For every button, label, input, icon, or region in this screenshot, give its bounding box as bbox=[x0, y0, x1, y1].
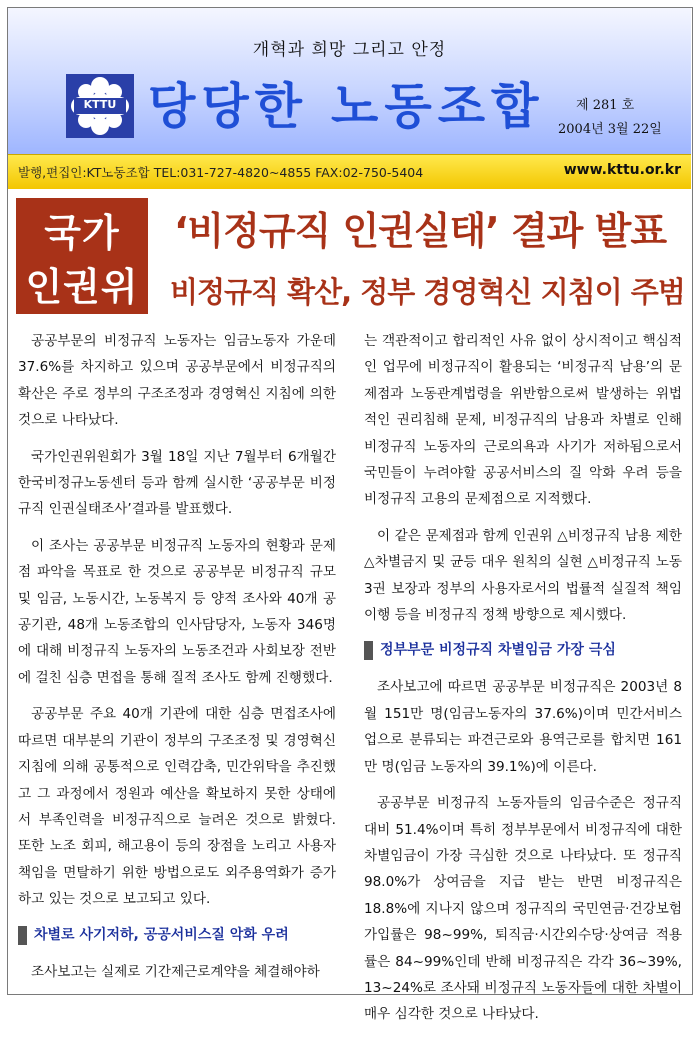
paragraph: 이 같은 문제점과 함께 인권위 △비정규직 남용 제한 △차별금지 및 균등 대우 원칙의 실현 △비정규직 노동3권 보장과 정부의 사용자로서의 법률적 실질적 책임 이행 등을 비정규직 정책 방향으로 제시했다. bbox=[364, 527, 682, 624]
section-bar-icon bbox=[364, 641, 373, 660]
publisher-info: 발행,편집인:KT노동조합 TEL:031-727-4820~4855 FAX:02-750-5404 bbox=[18, 165, 424, 180]
kicker-line-1: 국가 bbox=[44, 211, 120, 255]
paragraph: 공공부문의 비정규직 노동자는 임금노동자 가운데 37.6%를 차지하고 있으며 공공부문에서 비정규직의 확산은 주로 정부의 구조조정과 경영혁신 지침에 의한 것으로 나타났다. bbox=[18, 333, 336, 429]
paragraph: 조사보고는 실제로 기간제근로계약을 체결해야하 bbox=[31, 963, 320, 980]
paragraph: 는 객관적이고 합리적인 사유 없이 상시적이고 핵심적인 업무에 비정규직이 활용되는 ‘비정규직 남용’의 문제점과 노동관계법령을 위반함으로써 발생하는 위법적인 권리침해 문제, 비정규직의 남용과 차별로 인해 비정규직 노동자의 근로의욕과 사기가 저하됨으로서 국민들이 누려야할 공공서비스의 질 악화 우려 등을 비정규직 고용의 문제점으로 지적했다. bbox=[364, 333, 682, 508]
publisher-bar bbox=[8, 154, 691, 189]
headline: ‘비정규직 인권실태’ 결과 발표 bbox=[173, 209, 667, 253]
subheadline: 비정규직 확산, 정부 경영혁신 지침이 주범 bbox=[170, 275, 685, 309]
article-column-right bbox=[364, 328, 682, 1038]
section-heading-text: 정부부문 비정규직 차별임금 가장 극심 bbox=[380, 642, 616, 659]
section-bar-icon bbox=[18, 926, 27, 945]
issue-date: 2004년 3월 22일 bbox=[558, 122, 662, 137]
article-column-left bbox=[18, 328, 336, 995]
slogan: 개혁과 희망 그리고 안정 bbox=[252, 40, 447, 60]
website-link[interactable]: www.kttu.or.kr bbox=[563, 162, 681, 178]
newsletter-title: 당당한 노동조합 bbox=[148, 78, 545, 135]
kicker-line-2: 인권위 bbox=[25, 265, 139, 309]
section-heading-text: 차별로 사기저하, 공공서비스질 악화 우려 bbox=[34, 926, 289, 943]
paragraph: 공공부문 주요 40개 기관에 대한 심층 면접조사에 따르면 대부분의 기관이 정부의 구조조정 및 경영혁신 지침에 의해 공통적으로 인력감축, 민간위탁을 추진했고 그 과정에서 정원과 예산을 확보하지 못한 상태에서 부족인력을 비정규직으로 늘려온 것으로 밝혔다. 또한 노조 회피, 해고용이 등의 장점을 노리고 사용자 책임을 면탈하기 위한 방법으로도 외주용역화가 증가하고 있는 것으로 보고되고 있다. bbox=[18, 706, 336, 908]
section-heading bbox=[18, 923, 336, 947]
masthead bbox=[8, 8, 691, 154]
paragraph: 공공부문 비정규직 노동자들의 임금수준은 정규직 대비 51.4%이며 특히 정부부문에서 비정규직에 대한 차별임금이 가장 극심한 것으로 나타났다. 또 정규직 98.0%가 상여금을 지급 받는 반면 비정규직은 18.8%에 지나지 않으며 정규직의 국민연금·건강보험 가입률은 98~99%, 퇴직금·시간외수당·상여금 적용률은 84~99%인데 반해 비정규직은 각각 36~39%, 13~24%로 조사돼 비정규직 노동자들에 대한 차별이 매우 심각한 것으로 나타났다. bbox=[364, 795, 682, 1023]
issue-number: 제 281 호 bbox=[576, 98, 635, 113]
paragraph: 국가인권위원회가 3월 18일 지난 7월부터 6개월간 한국비정규노동센터 등과 함께 실시한 ‘공공부문 비정규직 인권실태조사’결과를 발표했다. bbox=[18, 448, 336, 518]
paragraph: 조사보고에 따르면 공공부문 비정규직은 2003년 8월 151만 명(임금노동자의 37.6%)이며 민간서비스업으로 분류되는 파견근로와 용역근로를 합치면 161만 명(임금 노동자의 39.1%)에 이른다. bbox=[364, 679, 682, 775]
kttu-logo bbox=[66, 74, 134, 138]
section-heading bbox=[364, 638, 682, 662]
paragraph: 이 조사는 공공부문 비정규직 노동자의 현황과 문제점 파악을 목표로 한 것으로 공공부문 비정규직 규모 및 임금, 노동시간, 노동복지 등 양적 조사와 40개 공공기관, 48개 노동조합의 인사담당자, 노동자 346명에 대해 비정규직 노동자의 노동조건과 사회보장 전반에 걸친 심층 면접을 통해 질적 조사도 함께 진행했다. bbox=[18, 537, 336, 686]
kicker-box bbox=[16, 198, 148, 314]
logo-label: KTTU bbox=[83, 98, 117, 111]
